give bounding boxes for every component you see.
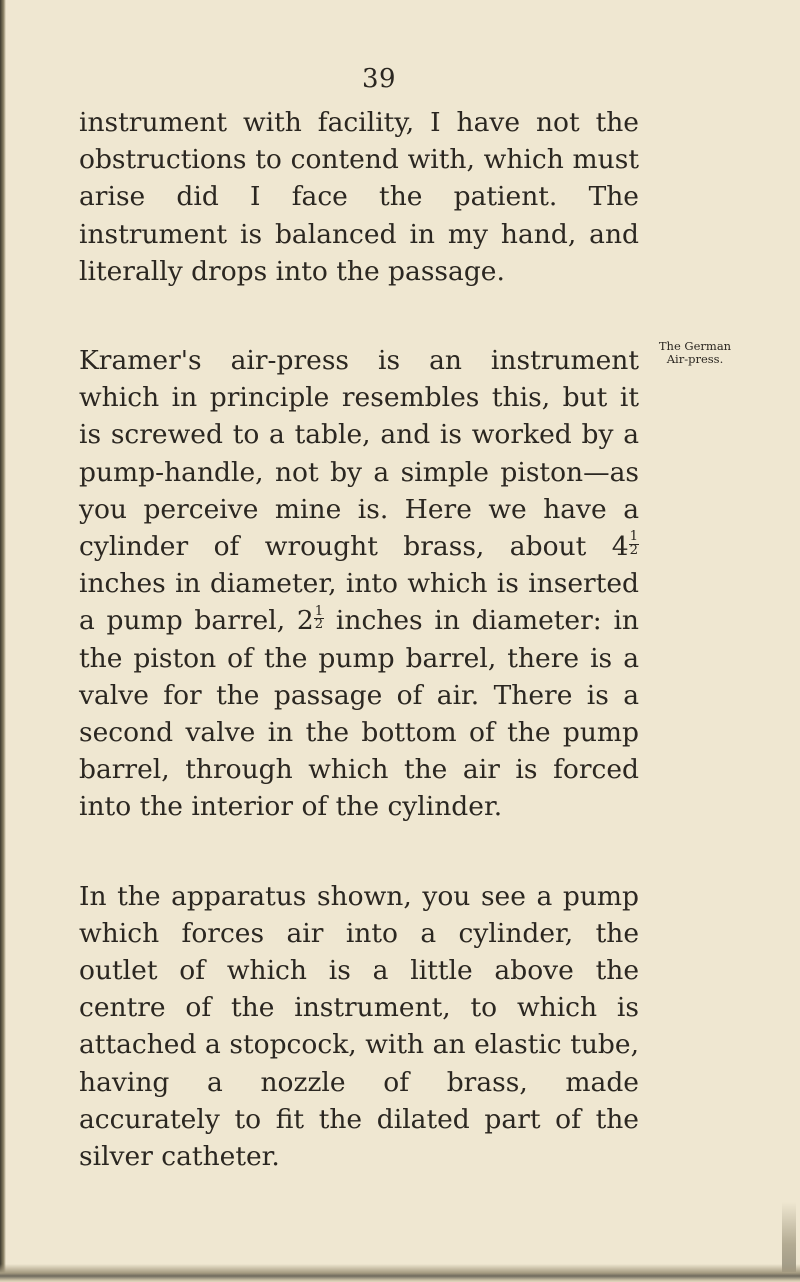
- page-number: 39: [361, 64, 397, 94]
- paragraph-2-part-b: inches in diameter, into which is inserted a pump barrel, 2: [79, 568, 639, 637]
- paragraph-2-part-c: inches in diameter: in the piston of the pump barrel, there is a valve for the passage of air. There is a second valve in the bottom of the pump barrel, through which the air is forced into the interior of the cylinder.: [79, 605, 639, 823]
- paragraph-2-part-a: Kramer's air-press is an instrument which in principle resembles this, but it is screwed to a table, and is worked by a pump-handle, not by a simple piston—as you perceive mine is. Here we have a cylinder of wrought brass, about 4: [79, 345, 639, 563]
- fraction-one-half: $\frac{1}{2}$: [629, 529, 638, 558]
- page-bottom-edge: [0, 1264, 800, 1282]
- paragraph-2: [79, 342, 639, 826]
- paragraph-3: In the apparatus shown, you see a pump which forces air into a cylinder, the outlet of which is a little above the centre of the instrument, to which is attached a stopcock, with an elastic tube, having a nozzle of brass, made accurately to fit the dilated part of the silver catheter.: [79, 880, 639, 1173]
- paragraph-1: instrument with facility, I have not the obstructions to contend with, which must arise did I face the patient. The instrument is balanced in my hand, and literally drops into the passage.: [79, 107, 639, 287]
- marginal-note: [655, 340, 735, 366]
- page-binding-edge: [0, 0, 6, 1282]
- marginal-note-line-2: Air-press.: [666, 352, 724, 366]
- body-text: [79, 104, 639, 1227]
- marginal-note-line-1: The German: [658, 339, 732, 353]
- page-edge-mark: [782, 1202, 796, 1272]
- fraction-one-half: $\frac{1}{2}$: [314, 603, 324, 633]
